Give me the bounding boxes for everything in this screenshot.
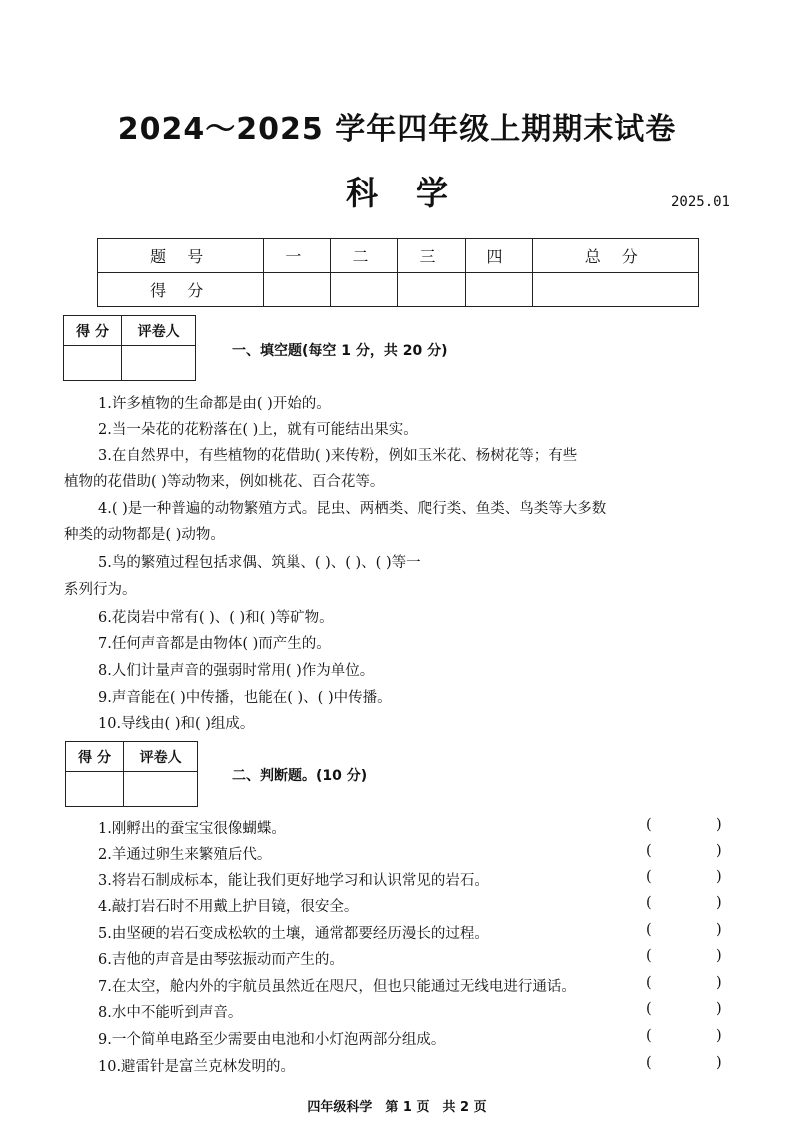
judge-question-6 [98, 948, 738, 969]
score-cell[interactable] [264, 273, 331, 307]
score-header-1: 一 [264, 239, 331, 273]
judge-text: 7.在太空，舱内外的宇航员虽然近在咫尺，但也只能通过无线电进行通话。 [98, 979, 576, 995]
judge-question-7 [98, 975, 738, 996]
judge-question-5 [98, 922, 738, 943]
score-table [97, 238, 699, 307]
judge-text: 8.水中不能听到声音。 [98, 1005, 243, 1021]
answer-paren-open[interactable]: ( [646, 975, 652, 991]
judge-question-3 [98, 869, 738, 890]
score-row-label: 得 分 [98, 273, 264, 307]
judge-text: 4.敲打岩石时不用戴上护目镜，很安全。 [98, 899, 359, 915]
fill-question-1: 1.许多植物的生命都是由( )开始的。 [98, 396, 331, 412]
fill-question-7: 7.任何声音都是由物体( )而产生的。 [98, 636, 331, 652]
subject-title: 科学 [345, 174, 486, 212]
judge-text: 1.刚孵出的蚕宝宝很像蝴蝶。 [98, 821, 286, 837]
fill-question-8: 8.人们计量声音的强弱时常用( )作为单位。 [98, 663, 375, 679]
fill-question-3: 3.在自然界中，有些植物的花借助( )来传粉，例如玉米花、杨树花等；有些 [98, 448, 578, 464]
grader-score-label: 得 分 [66, 742, 124, 772]
answer-paren-open[interactable]: ( [646, 1001, 652, 1017]
page-footer: 四年级科学 第 1 页 共 2 页 [307, 1100, 487, 1115]
score-cell[interactable] [331, 273, 398, 307]
answer-paren-close: ) [716, 869, 722, 885]
answer-paren-open[interactable]: ( [646, 1055, 652, 1071]
answer-paren-close: ) [716, 1001, 722, 1017]
section1-heading: 一、填空题(每空 1 分，共 20 分) [232, 343, 448, 359]
exam-title: 2024～2025 学年四年级上期期末试卷 [117, 112, 677, 147]
grader-name-cell[interactable] [124, 772, 198, 807]
answer-paren-close: ) [716, 922, 722, 938]
judge-text: 9.一个简单电路至少需要由电池和小灯泡两部分组成。 [98, 1032, 446, 1048]
grader-score-cell[interactable] [64, 346, 122, 381]
answer-paren-close: ) [716, 1055, 722, 1071]
judge-question-10 [98, 1055, 738, 1076]
judge-text: 3.将岩石制成标本，能让我们更好地学习和认识常见的岩石。 [98, 873, 489, 889]
answer-paren-close: ) [716, 948, 722, 964]
fill-question-3-cont: 植物的花借助( )等动物来，例如桃花、百合花等。 [64, 474, 385, 490]
answer-paren-close: ) [716, 843, 722, 859]
score-header-2: 二 [331, 239, 398, 273]
judge-question-2 [98, 843, 738, 864]
answer-paren-open[interactable]: ( [646, 843, 652, 859]
grader-score-label: 得 分 [64, 316, 122, 346]
grader-score-cell[interactable] [66, 772, 124, 807]
section2-heading: 二、判断题。(10 分) [232, 768, 368, 784]
answer-paren-open[interactable]: ( [646, 817, 652, 833]
judge-question-1 [98, 817, 738, 838]
score-header-3: 三 [398, 239, 465, 273]
judge-text: 6.吉他的声音是由琴弦振动而产生的。 [98, 952, 344, 968]
answer-paren-close: ) [716, 895, 722, 911]
judge-text: 10.避雷针是富兰克林发明的。 [98, 1059, 296, 1075]
answer-paren-open[interactable]: ( [646, 1028, 652, 1044]
answer-paren-close: ) [716, 1028, 722, 1044]
fill-question-6: 6.花岗岩中常有( )、( )和( )等矿物。 [98, 610, 334, 626]
judge-question-4 [98, 895, 738, 916]
answer-paren-close: ) [716, 975, 722, 991]
judge-text: 2.羊通过卵生来繁殖后代。 [98, 847, 272, 863]
score-header-total: 总 分 [532, 239, 698, 273]
score-cell[interactable] [465, 273, 532, 307]
answer-paren-open[interactable]: ( [646, 948, 652, 964]
answer-paren-open[interactable]: ( [646, 895, 652, 911]
score-cell[interactable] [532, 273, 698, 307]
score-cell[interactable] [398, 273, 465, 307]
fill-question-10: 10.导线由( )和( )组成。 [98, 716, 255, 732]
grader-name-label: 评卷人 [124, 742, 198, 772]
fill-question-5: 5.鸟的繁殖过程包括求偶、筑巢、( )、( )、( )等一 [98, 555, 421, 571]
fill-question-4-cont: 种类的动物都是( )动物。 [64, 527, 225, 543]
answer-paren-close: ) [716, 817, 722, 833]
exam-date: 2025.01 [670, 194, 730, 210]
score-header-label: 题 号 [98, 239, 264, 273]
judge-question-9 [98, 1028, 738, 1049]
score-header-4: 四 [465, 239, 532, 273]
fill-question-9: 9.声音能在( )中传播，也能在( )、( )中传播。 [98, 690, 392, 706]
judge-question-8 [98, 1001, 738, 1022]
grader-name-cell[interactable] [122, 346, 196, 381]
judge-text: 5.由坚硬的岩石变成松软的土壤，通常都要经历漫长的过程。 [98, 926, 489, 942]
answer-paren-open[interactable]: ( [646, 869, 652, 885]
fill-question-2: 2.当一朵花的花粉落在( )上，就有可能结出果实。 [98, 422, 418, 438]
grader-box-section2 [65, 741, 198, 807]
fill-question-5-cont: 系列行为。 [64, 582, 137, 598]
grader-box-section1 [63, 315, 196, 381]
grader-name-label: 评卷人 [122, 316, 196, 346]
fill-question-4: 4.( )是一种普遍的动物繁殖方式。昆虫、两栖类、爬行类、鱼类、鸟类等大多数 [98, 501, 607, 517]
answer-paren-open[interactable]: ( [646, 922, 652, 938]
